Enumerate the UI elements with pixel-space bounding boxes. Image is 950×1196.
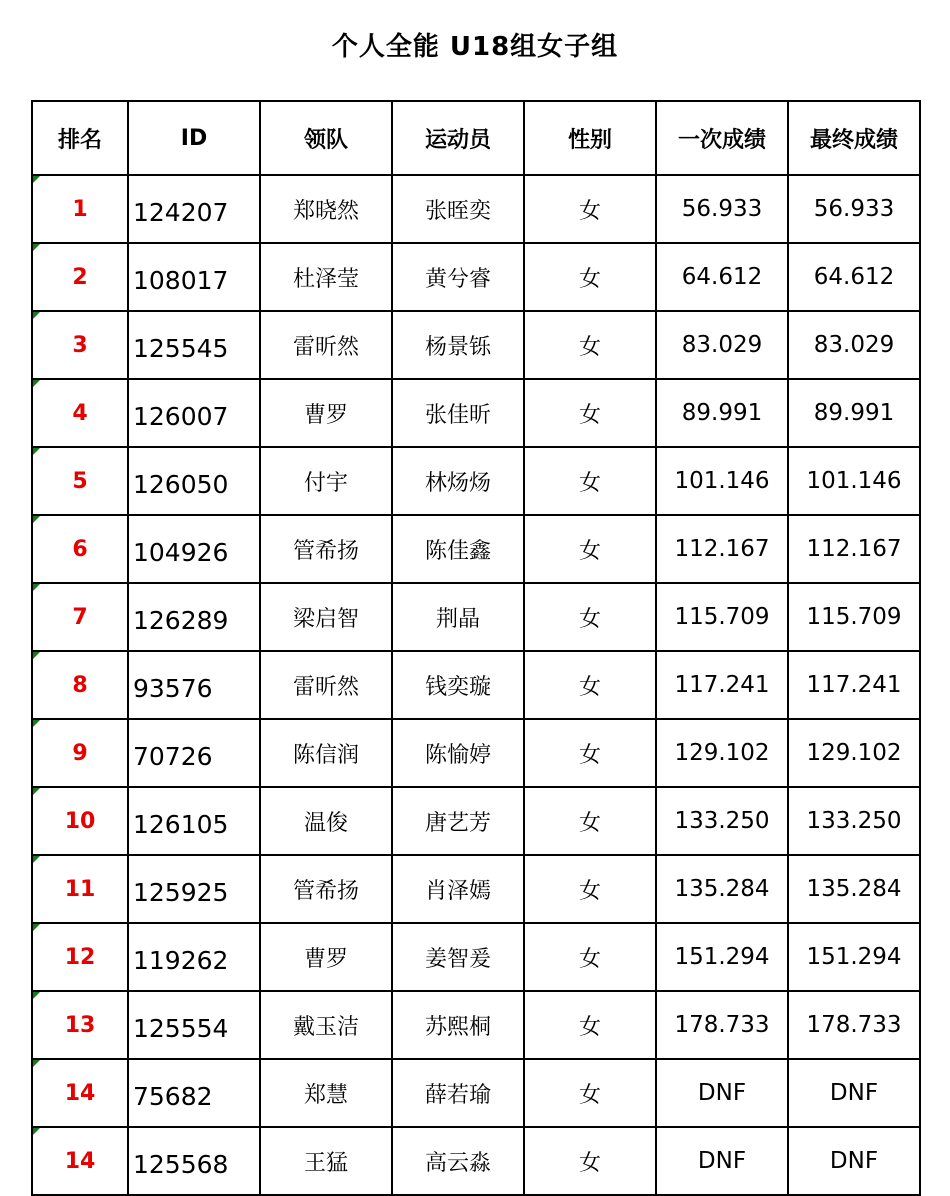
final-score-cell: 101.146 [788, 447, 920, 515]
final-score-cell: 89.991 [788, 379, 920, 447]
rank-cell: 2 [32, 243, 128, 311]
gender-cell: 女 [524, 923, 656, 991]
rank-cell: 6 [32, 515, 128, 583]
id-cell: 126050 [128, 447, 260, 515]
athlete-cell: 薛若瑜 [392, 1059, 524, 1127]
athlete-cell: 林炀炀 [392, 447, 524, 515]
gender-cell: 女 [524, 175, 656, 243]
cell-corner-marker [33, 244, 40, 251]
cell-corner-marker [33, 720, 40, 727]
cell-corner-marker [33, 380, 40, 387]
cell-corner-marker [33, 924, 40, 931]
leader-cell: 管希扬 [260, 855, 392, 923]
table-row [32, 583, 920, 651]
first-score-cell: 89.991 [656, 379, 788, 447]
table-row [32, 923, 920, 991]
gender-cell: 女 [524, 855, 656, 923]
cell-corner-marker [33, 788, 40, 795]
rank-cell: 10 [32, 787, 128, 855]
id-cell: 126007 [128, 379, 260, 447]
first-score-cell: 129.102 [656, 719, 788, 787]
page-title: 个人全能 U18组女子组 [331, 32, 619, 62]
header-row [32, 101, 920, 175]
athlete-cell: 钱奕璇 [392, 651, 524, 719]
athlete-cell: 荆晶 [392, 583, 524, 651]
rank-cell: 9 [32, 719, 128, 787]
table-row [32, 311, 920, 379]
athlete-cell: 肖泽嫣 [392, 855, 524, 923]
id-cell: 124207 [128, 175, 260, 243]
athlete-cell: 唐艺芳 [392, 787, 524, 855]
table-row [32, 787, 920, 855]
leader-cell: 付宇 [260, 447, 392, 515]
header-leader: 领队 [260, 101, 392, 175]
athlete-cell: 陈愉婷 [392, 719, 524, 787]
athlete-cell: 张佳昕 [392, 379, 524, 447]
cell-corner-marker [33, 992, 40, 999]
rank-cell: 1 [32, 175, 128, 243]
leader-cell: 郑慧 [260, 1059, 392, 1127]
first-score-cell: 178.733 [656, 991, 788, 1059]
gender-cell: 女 [524, 379, 656, 447]
final-score-cell: 151.294 [788, 923, 920, 991]
id-cell: 126289 [128, 583, 260, 651]
cell-corner-marker [33, 516, 40, 523]
id-cell: 108017 [128, 243, 260, 311]
header-athlete: 运动员 [392, 101, 524, 175]
rank-cell: 7 [32, 583, 128, 651]
gender-cell: 女 [524, 447, 656, 515]
gender-cell: 女 [524, 651, 656, 719]
first-score-cell: 64.612 [656, 243, 788, 311]
table-row [32, 855, 920, 923]
gender-cell: 女 [524, 1127, 656, 1195]
athlete-cell: 姜智爰 [392, 923, 524, 991]
header-rank: 排名 [32, 101, 128, 175]
rank-cell: 8 [32, 651, 128, 719]
cell-corner-marker [33, 856, 40, 863]
leader-cell: 雷昕然 [260, 311, 392, 379]
cell-corner-marker [33, 1060, 40, 1067]
final-score-cell: 178.733 [788, 991, 920, 1059]
rank-cell: 14 [32, 1127, 128, 1195]
table-row [32, 175, 920, 243]
id-cell: 104926 [128, 515, 260, 583]
gender-cell: 女 [524, 583, 656, 651]
leader-cell: 雷昕然 [260, 651, 392, 719]
first-score-cell: 83.029 [656, 311, 788, 379]
first-score-cell: 135.284 [656, 855, 788, 923]
table-row [32, 515, 920, 583]
first-score-cell: 133.250 [656, 787, 788, 855]
leader-cell: 杜泽莹 [260, 243, 392, 311]
leader-cell: 戴玉洁 [260, 991, 392, 1059]
athlete-cell: 陈佳鑫 [392, 515, 524, 583]
cell-corner-marker [33, 1128, 40, 1135]
table-row [32, 243, 920, 311]
rank-cell: 14 [32, 1059, 128, 1127]
leader-cell: 曹罗 [260, 923, 392, 991]
leader-cell: 陈信润 [260, 719, 392, 787]
cell-corner-marker [33, 584, 40, 591]
id-cell: 125568 [128, 1127, 260, 1195]
first-score-cell: 115.709 [656, 583, 788, 651]
id-cell: 70726 [128, 719, 260, 787]
gender-cell: 女 [524, 243, 656, 311]
id-cell: 93576 [128, 651, 260, 719]
id-cell: 125554 [128, 991, 260, 1059]
leader-cell: 郑晓然 [260, 175, 392, 243]
gender-cell: 女 [524, 515, 656, 583]
cell-corner-marker [33, 176, 40, 183]
athlete-cell: 高云淼 [392, 1127, 524, 1195]
final-score-cell: 56.933 [788, 175, 920, 243]
final-score-cell: 115.709 [788, 583, 920, 651]
rank-cell: 12 [32, 923, 128, 991]
rank-cell: 4 [32, 379, 128, 447]
leader-cell: 管希扬 [260, 515, 392, 583]
results-table [31, 100, 921, 1196]
rank-cell: 11 [32, 855, 128, 923]
first-score-cell: 101.146 [656, 447, 788, 515]
cell-corner-marker [33, 448, 40, 455]
cell-corner-marker [33, 312, 40, 319]
leader-cell: 王猛 [260, 1127, 392, 1195]
id-cell: 125925 [128, 855, 260, 923]
athlete-cell: 杨景铄 [392, 311, 524, 379]
id-cell: 125545 [128, 311, 260, 379]
id-cell: 126105 [128, 787, 260, 855]
first-score-cell: 117.241 [656, 651, 788, 719]
table-row [32, 447, 920, 515]
table-row [32, 991, 920, 1059]
first-score-cell: DNF [656, 1127, 788, 1195]
table-row [32, 1059, 920, 1127]
leader-cell: 曹罗 [260, 379, 392, 447]
table-row [32, 719, 920, 787]
rank-cell: 3 [32, 311, 128, 379]
final-score-cell: 64.612 [788, 243, 920, 311]
final-score-cell: 129.102 [788, 719, 920, 787]
table-row [32, 651, 920, 719]
gender-cell: 女 [524, 311, 656, 379]
first-score-cell: DNF [656, 1059, 788, 1127]
final-score-cell: 112.167 [788, 515, 920, 583]
first-score-cell: 112.167 [656, 515, 788, 583]
athlete-cell: 张晊奕 [392, 175, 524, 243]
final-score-cell: 117.241 [788, 651, 920, 719]
rank-cell: 5 [32, 447, 128, 515]
final-score-cell: 83.029 [788, 311, 920, 379]
rank-cell: 13 [32, 991, 128, 1059]
gender-cell: 女 [524, 1059, 656, 1127]
cell-corner-marker [33, 652, 40, 659]
header-id: ID [128, 101, 260, 175]
gender-cell: 女 [524, 719, 656, 787]
leader-cell: 温俊 [260, 787, 392, 855]
header-gender: 性别 [524, 101, 656, 175]
first-score-cell: 151.294 [656, 923, 788, 991]
final-score-cell: 135.284 [788, 855, 920, 923]
gender-cell: 女 [524, 991, 656, 1059]
final-score-cell: DNF [788, 1059, 920, 1127]
table-row [32, 1127, 920, 1195]
final-score-cell: DNF [788, 1127, 920, 1195]
athlete-cell: 黄兮睿 [392, 243, 524, 311]
leader-cell: 梁启智 [260, 583, 392, 651]
id-cell: 119262 [128, 923, 260, 991]
final-score-cell: 133.250 [788, 787, 920, 855]
id-cell: 75682 [128, 1059, 260, 1127]
athlete-cell: 苏熙桐 [392, 991, 524, 1059]
first-score-cell: 56.933 [656, 175, 788, 243]
gender-cell: 女 [524, 787, 656, 855]
table-row [32, 379, 920, 447]
header-final-score: 最终成绩 [788, 101, 920, 175]
header-first-score: 一次成绩 [656, 101, 788, 175]
